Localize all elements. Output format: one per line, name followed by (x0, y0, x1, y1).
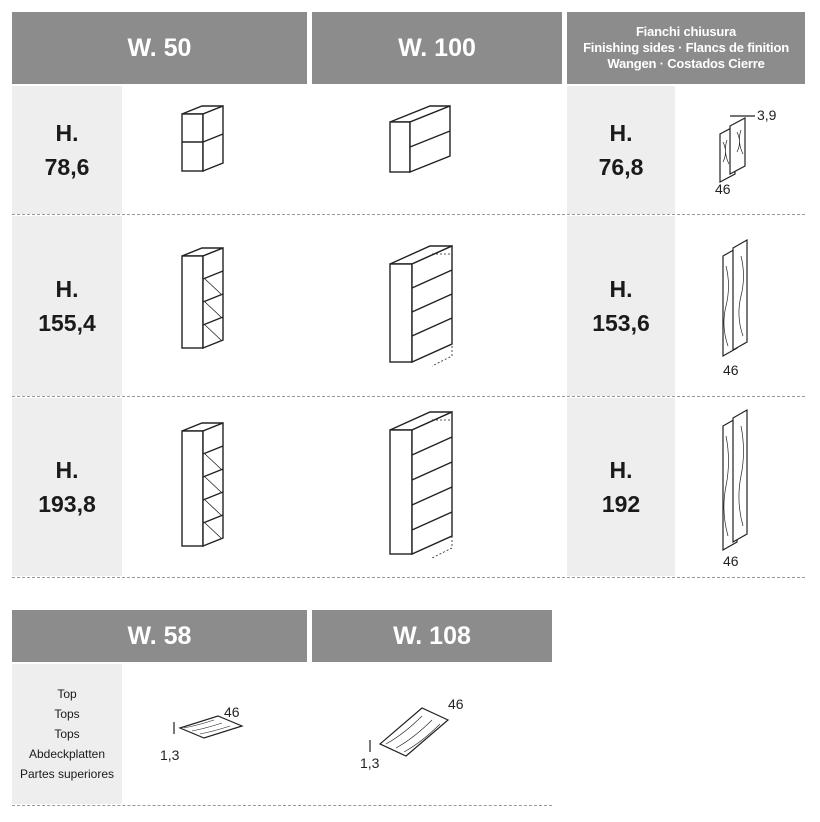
top-depth-label-2: 46 (448, 696, 464, 712)
bookcase-w100-h193 (390, 412, 452, 558)
bookcase-w50-h193 (182, 423, 223, 546)
bookcase-w100-h78 (390, 106, 450, 172)
row-divider (12, 805, 552, 806)
finishing-sides-line-3: Wangen · Costados Cierre (607, 56, 765, 71)
finishing-side-h153 (723, 240, 747, 356)
side-depth-label-1: 46 (715, 181, 731, 197)
side-height-label-row-2: H. 153,6 (567, 216, 675, 396)
bookcase-w50-h78 (182, 106, 223, 171)
header-finishing-sides (567, 12, 805, 84)
top-thickness-label-1: 1,3 (160, 747, 180, 763)
height-label-row-1: H. 78,6 (12, 86, 122, 214)
header-w58: W. 58 (12, 610, 307, 662)
header-w100: W. 100 (312, 12, 562, 84)
w50-bookcase-drawings (122, 86, 307, 576)
w100-bookcase-drawings (312, 86, 562, 576)
side-height-label-row-3: H. 192 (567, 398, 675, 576)
finishing-side-h192 (723, 410, 747, 550)
top-panel-drawings (122, 664, 552, 804)
finishing-side-h76 (720, 116, 755, 182)
tops-label: Top Tops Tops Abdeckplatten Partes superiores (12, 664, 122, 804)
side-depth-label-2: 46 (723, 362, 739, 378)
header-w50: W. 50 (12, 12, 307, 84)
height-label-row-2: H. 155,4 (12, 216, 122, 396)
finishing-sides-line-2: Finishing sides · Flancs de finition (583, 40, 789, 55)
side-thickness-label: 3,9 (757, 107, 777, 123)
top-depth-label-1: 46 (224, 704, 240, 720)
bookcase-w50-h155 (182, 248, 223, 348)
finishing-sides-line-1: Fianchi chiusura (635, 24, 737, 39)
finishing-side-drawings (675, 86, 805, 576)
row-divider (12, 577, 805, 578)
side-height-label-row-1: H. 76,8 (567, 86, 675, 214)
height-label-row-3: H. 193,8 (12, 398, 122, 576)
header-w108: W. 108 (312, 610, 552, 662)
side-depth-label-3: 46 (723, 553, 739, 569)
top-panel-w108 (370, 708, 448, 756)
top-thickness-label-2: 1,3 (360, 755, 380, 771)
bookcase-w100-h155 (390, 246, 452, 366)
